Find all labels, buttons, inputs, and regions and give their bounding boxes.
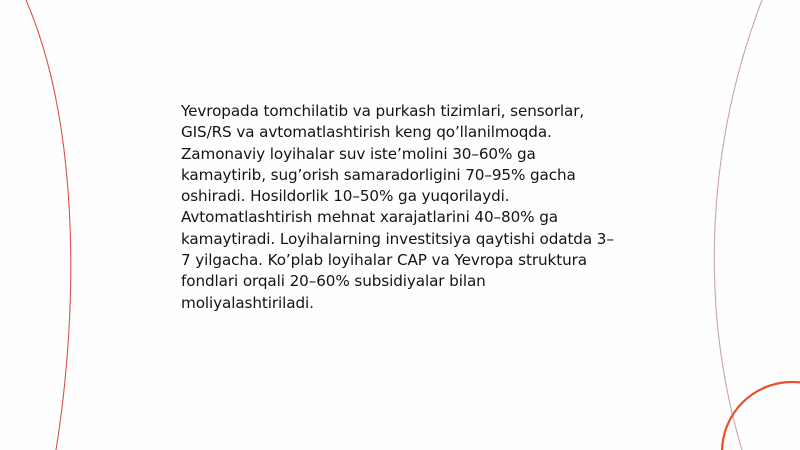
left-arc-line	[26, 0, 71, 450]
accent-circle	[722, 382, 800, 450]
right-arc-line	[714, 0, 762, 450]
body-paragraph: Yevropada tomchilatib va purkash tizimlari, sensorlar, GIS/RS va avtomatlashtirish keng qo’llanilmoqda. Zamonaviy loyihalar suv iste’molini 30–60% ga kamaytirib, sug’orish samaradorligini 70–95% gacha oshiradi. Hosildorlik 10–50% ga yuqorilaydi. Avtomatlashtirish mehnat xarajatlarini 40–80% ga kamaytiradi. Loyihalarning investitsiya qaytishi odatda 3–7 yilgacha. Ko’plab loyihalar CAP va Yevropa struktura fondlari orqali 20–60% subsidiyalar bilan moliyalashtiriladi.	[181, 102, 614, 312]
